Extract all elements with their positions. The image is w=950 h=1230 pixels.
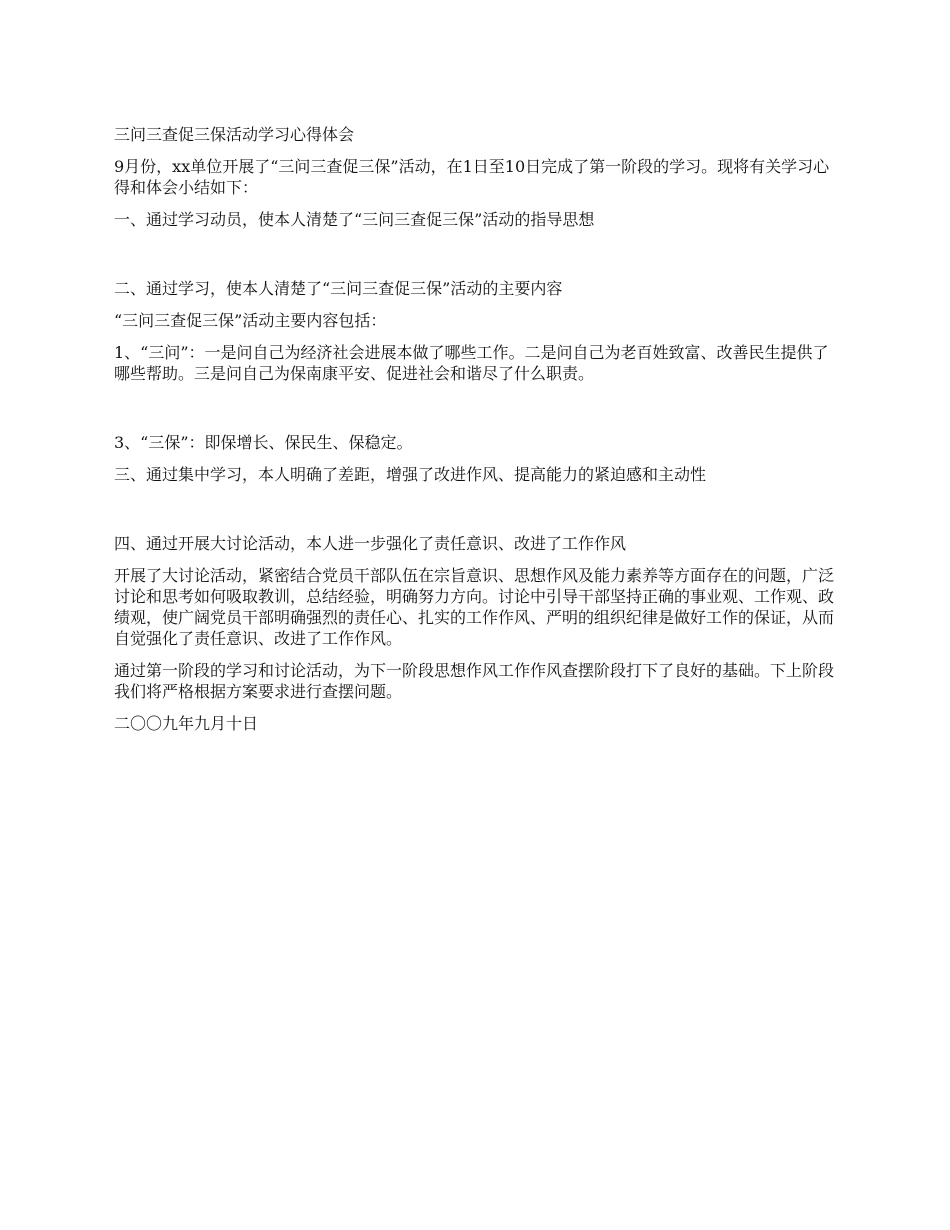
intro-paragraph: 9月份，xx单位开展了“三问三查促三保”活动，在1日至10日完成了第一阶段的学习。现将有关学习心得和体会小结如下： (114, 157, 830, 197)
conclusion-paragraph: 通过第一阶段的学习和讨论活动，为下一阶段思想作风工作作风查摆阶段打下了良好的基础。下上阶段我们将严格根据方案要求进行查摆问题。 (114, 661, 835, 701)
section-one-heading: 一、通过学习动员，使本人清楚了“三问三查促三保”活动的指导思想 (114, 210, 595, 229)
three-guarantees-item: 3、“三保”：即保增长、保民生、保稳定。 (114, 433, 413, 452)
content-intro: “三问三查促三保”活动主要内容包括： (114, 311, 387, 330)
document-page (114, 124, 844, 745)
section-four-heading: 四、通过开展大讨论活动，本人进一步强化了责任意识、改进了工作作风 (114, 534, 627, 553)
three-questions-item: 1、“三问”：一是问自己为经济社会进展本做了哪些工作。二是问自己为老百姓致富、改善民生提供了哪些帮助。三是问自己为保南康平安、促进社会和谐尽了什么职责。 (114, 343, 829, 383)
section-three-heading: 三、通过集中学习，本人明确了差距，增强了改进作风、提高能力的紧迫感和主动性 (114, 465, 707, 484)
document-date: 二〇〇九年九月十日 (114, 714, 259, 733)
document-title: 三问三查促三保活动学习心得体会 (114, 125, 355, 144)
section-two-heading: 二、通过学习，使本人清楚了“三问三查促三保”活动的主要内容 (114, 279, 563, 298)
discussion-paragraph: 开展了大讨论活动，紧密结合党员干部队伍在宗旨意识、思想作风及能力素养等方面存在的问题，广泛讨论和思考如何吸取教训，总结经验，明确努力方向。讨论中引导干部坚持正确的事业观、工作观、政绩观，使广阔党员干部明确强烈的责任心、扎实的工作作风、严明的组织纪律是做好工作的保证，从而自觉强化了责任意识、改进了工作作风。 (114, 566, 835, 648)
